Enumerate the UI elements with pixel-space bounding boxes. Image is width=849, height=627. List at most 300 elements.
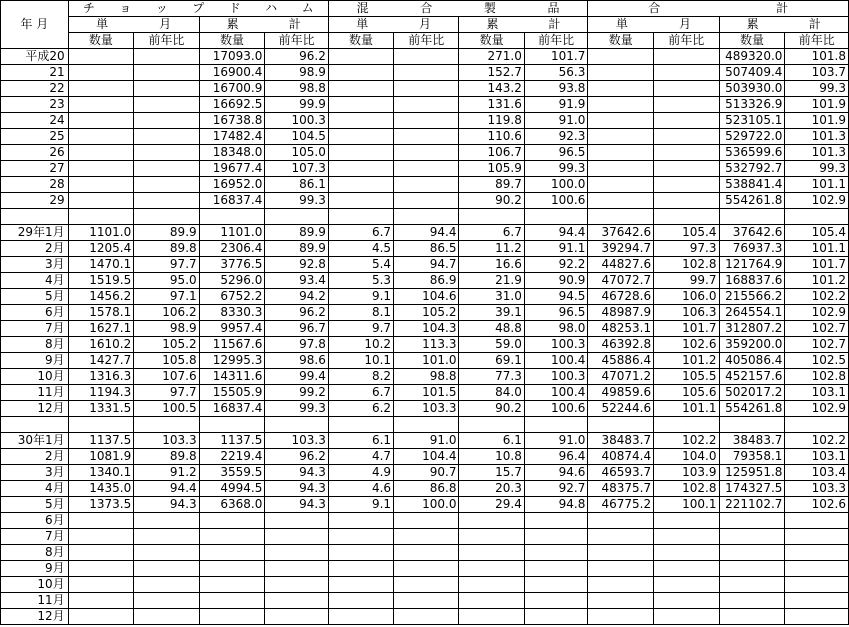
table-cell: 100.0 (524, 177, 587, 193)
table-cell: 84.0 (459, 385, 524, 401)
header-char: 単 (96, 17, 109, 31)
table-cell: 48.8 (459, 321, 524, 337)
table-cell: 106.3 (654, 305, 719, 321)
table-cell: 98.8 (265, 81, 328, 97)
table-cell (524, 545, 587, 561)
table-cell (134, 209, 199, 225)
row-label: 12月 (1, 609, 69, 625)
table-cell: 100.3 (524, 337, 587, 353)
table-cell: 100.4 (524, 353, 587, 369)
table-cell: 4.7 (328, 449, 393, 465)
header-char: 合 (648, 1, 661, 15)
table-cell: 100.3 (524, 369, 587, 385)
table-cell: 131.6 (459, 97, 524, 113)
row-label: 3月 (1, 465, 69, 481)
table-cell: 38483.7 (588, 433, 654, 449)
table-cell: 101.9 (785, 97, 849, 113)
table-cell: 1081.9 (68, 449, 134, 465)
table-cell (328, 529, 393, 545)
table-cell (68, 513, 134, 529)
table-cell (199, 561, 265, 577)
quantity-header: 数量 (588, 33, 654, 49)
table-row (1, 577, 849, 593)
table-cell: 1340.1 (68, 465, 134, 481)
table-cell (394, 129, 459, 145)
table-cell (134, 609, 199, 625)
table-cell: 47072.7 (588, 273, 654, 289)
table-cell (524, 593, 587, 609)
table-cell: 532792.7 (719, 161, 785, 177)
table-row (1, 129, 849, 145)
table-cell (394, 609, 459, 625)
table-cell: 174327.5 (719, 481, 785, 497)
table-cell (459, 609, 524, 625)
table-cell (654, 81, 719, 97)
table-cell (134, 145, 199, 161)
table-cell: 11567.6 (199, 337, 265, 353)
table-cell (654, 577, 719, 593)
table-cell (134, 113, 199, 129)
table-cell: 1610.2 (68, 337, 134, 353)
table-cell: 271.0 (459, 49, 524, 65)
quantity-header: 数量 (719, 33, 785, 49)
table-cell (654, 513, 719, 529)
table-cell: 17482.4 (199, 129, 265, 145)
table-cell (785, 561, 849, 577)
header-spread-text (331, 17, 457, 32)
table-cell: 1427.7 (68, 353, 134, 369)
table-cell (524, 209, 587, 225)
table-cell (524, 417, 587, 433)
table-cell (199, 529, 265, 545)
header-spread-text (461, 17, 585, 32)
table-cell (654, 561, 719, 577)
table-cell: 99.7 (654, 273, 719, 289)
table-cell: 221102.7 (719, 497, 785, 513)
table-cell: 8.2 (328, 369, 393, 385)
table-cell (654, 593, 719, 609)
table-cell: 15505.9 (199, 385, 265, 401)
table-cell: 106.2 (134, 305, 199, 321)
table-cell (588, 561, 654, 577)
table-cell: 46728.6 (588, 289, 654, 305)
table-cell: 125951.8 (719, 465, 785, 481)
table-cell: 94.3 (134, 497, 199, 513)
table-cell: 77.3 (459, 369, 524, 385)
table-cell: 38483.7 (719, 433, 785, 449)
table-cell: 99.3 (785, 81, 849, 97)
table-cell (588, 529, 654, 545)
table-cell: 103.3 (394, 401, 459, 417)
row-label: 11月 (1, 385, 69, 401)
row-label: 2月 (1, 449, 69, 465)
table-cell: 105.4 (785, 225, 849, 241)
table-cell: 1456.2 (68, 289, 134, 305)
table-row (1, 273, 849, 289)
table-cell (328, 49, 393, 65)
table-row (1, 177, 849, 193)
table-cell (719, 577, 785, 593)
table-cell: 215566.2 (719, 289, 785, 305)
table-row (1, 369, 849, 385)
table-cell (654, 417, 719, 433)
header-spread-text (71, 1, 326, 16)
table-row (1, 337, 849, 353)
table-cell: 44827.6 (588, 257, 654, 273)
table-cell: 96.5 (524, 145, 587, 161)
header-spread-text (202, 17, 326, 32)
table-cell (265, 577, 328, 593)
table-cell: 107.3 (265, 161, 328, 177)
table-cell: 52244.6 (588, 401, 654, 417)
table-cell (588, 145, 654, 161)
row-label: 29年1月 (1, 225, 69, 241)
table-cell (394, 193, 459, 209)
table-cell: 105.4 (654, 225, 719, 241)
table-cell (134, 529, 199, 545)
table-cell (654, 145, 719, 161)
table-cell (459, 593, 524, 609)
table-cell (68, 545, 134, 561)
table-cell (68, 577, 134, 593)
table-cell: 86.5 (394, 241, 459, 257)
table-cell: 8330.3 (199, 305, 265, 321)
table-cell: 101.3 (785, 145, 849, 161)
table-cell: 102.6 (654, 337, 719, 353)
table-cell: 538841.4 (719, 177, 785, 193)
table-cell (328, 97, 393, 113)
table-cell: 90.7 (394, 465, 459, 481)
table-cell: 452157.6 (719, 369, 785, 385)
table-row (1, 241, 849, 257)
row-label: 11月 (1, 593, 69, 609)
table-cell: 39.1 (459, 305, 524, 321)
table-cell: 5.4 (328, 257, 393, 273)
row-label: 4月 (1, 481, 69, 497)
table-cell (134, 81, 199, 97)
row-label (1, 209, 69, 225)
table-cell (785, 513, 849, 529)
table-cell: 56.3 (524, 65, 587, 81)
table-cell (68, 129, 134, 145)
row-label (1, 417, 69, 433)
table-cell: 16700.9 (199, 81, 265, 97)
table-cell: 89.8 (134, 241, 199, 257)
table-row (1, 401, 849, 417)
table-cell: 105.2 (134, 337, 199, 353)
table-cell: 1101.0 (68, 225, 134, 241)
table-cell (328, 161, 393, 177)
table-cell (588, 193, 654, 209)
table-row (1, 513, 849, 529)
table-cell: 76937.3 (719, 241, 785, 257)
table-cell: 16952.0 (199, 177, 265, 193)
row-label: 2月 (1, 241, 69, 257)
table-cell: 4.6 (328, 481, 393, 497)
yoy-ratio-header: 前年比 (654, 33, 719, 49)
row-label: 8月 (1, 337, 69, 353)
table-cell: 94.4 (394, 225, 459, 241)
table-cell: 99.3 (785, 161, 849, 177)
table-cell (654, 65, 719, 81)
header-char: 計 (808, 17, 821, 31)
yoy-ratio-header: 前年比 (524, 33, 587, 49)
table-cell (328, 417, 393, 433)
table-cell: 1627.1 (68, 321, 134, 337)
group-title-header (588, 1, 849, 17)
table-cell (588, 545, 654, 561)
table-cell (588, 209, 654, 225)
table-cell (134, 177, 199, 193)
table-cell (785, 609, 849, 625)
table-row (1, 497, 849, 513)
table-cell: 3776.5 (199, 257, 265, 273)
table-cell (588, 417, 654, 433)
table-cell (588, 49, 654, 65)
table-cell: 96.5 (524, 305, 587, 321)
table-cell: 101.1 (785, 177, 849, 193)
table-cell (588, 593, 654, 609)
table-cell: 96.2 (265, 305, 328, 321)
table-row (1, 257, 849, 273)
table-cell (68, 49, 134, 65)
table-cell: 103.7 (785, 65, 849, 81)
table-cell: 6.1 (459, 433, 524, 449)
table-row (1, 465, 849, 481)
table-cell: 47071.2 (588, 369, 654, 385)
table-cell (654, 529, 719, 545)
header-char: プ (192, 1, 205, 15)
table-cell (459, 513, 524, 529)
table-cell (134, 193, 199, 209)
table-cell (68, 65, 134, 81)
table-cell (719, 417, 785, 433)
table-row (1, 449, 849, 465)
table-cell: 91.2 (134, 465, 199, 481)
table-row (1, 433, 849, 449)
table-cell: 101.5 (394, 385, 459, 401)
table-cell: 99.3 (265, 401, 328, 417)
table-cell (719, 529, 785, 545)
table-cell: 99.4 (265, 369, 328, 385)
table-cell: 100.3 (265, 113, 328, 129)
table-cell (134, 577, 199, 593)
table-cell (785, 209, 849, 225)
header-char: 計 (288, 17, 301, 31)
table-cell: 9957.4 (199, 321, 265, 337)
table-cell: 359200.0 (719, 337, 785, 353)
table-cell (394, 561, 459, 577)
table-cell: 46775.2 (588, 497, 654, 513)
table-cell: 37642.6 (719, 225, 785, 241)
header-char: 単 (356, 17, 369, 31)
table-cell (459, 417, 524, 433)
table-cell: 98.9 (134, 321, 199, 337)
table-cell: 16738.8 (199, 113, 265, 129)
row-label: 3月 (1, 257, 69, 273)
table-cell (68, 145, 134, 161)
table-cell (785, 529, 849, 545)
table-cell: 45886.4 (588, 353, 654, 369)
table-cell (265, 593, 328, 609)
table-cell: 105.8 (134, 353, 199, 369)
table-cell: 102.7 (785, 321, 849, 337)
table-cell: 101.1 (654, 401, 719, 417)
yoy-ratio-header: 前年比 (785, 33, 849, 49)
table-cell: 98.9 (265, 65, 328, 81)
table-cell: 1470.1 (68, 257, 134, 273)
row-label: 30年1月 (1, 433, 69, 449)
table-cell: 103.3 (785, 481, 849, 497)
table-row (1, 97, 849, 113)
table-cell: 1137.5 (68, 433, 134, 449)
table-cell: 79358.1 (719, 449, 785, 465)
table-cell: 143.2 (459, 81, 524, 97)
table-cell: 5296.0 (199, 273, 265, 289)
table-cell: 1435.0 (68, 481, 134, 497)
table-cell: 503930.0 (719, 81, 785, 97)
table-cell (654, 129, 719, 145)
table-cell: 100.5 (134, 401, 199, 417)
monthly-header (588, 17, 719, 33)
table-cell: 105.6 (654, 385, 719, 401)
table-cell: 554261.8 (719, 401, 785, 417)
table-cell (588, 609, 654, 625)
yoy-ratio-header: 前年比 (265, 33, 328, 49)
table-cell: 105.9 (459, 161, 524, 177)
header-spread-text (331, 1, 586, 16)
table-cell: 90.2 (459, 401, 524, 417)
cumulative-header (719, 17, 849, 33)
table-cell (654, 161, 719, 177)
table-cell: 105.2 (394, 305, 459, 321)
row-label: 4月 (1, 273, 69, 289)
table-cell: 103.3 (265, 433, 328, 449)
table-cell (719, 609, 785, 625)
table-cell (394, 577, 459, 593)
row-label: 10月 (1, 577, 69, 593)
table-cell (394, 593, 459, 609)
header-spread-text (71, 17, 197, 32)
table-cell (199, 513, 265, 529)
table-cell: 90.9 (524, 273, 587, 289)
header-char: 計 (548, 17, 561, 31)
table-cell (524, 561, 587, 577)
table-cell: 523105.1 (719, 113, 785, 129)
table-cell: 94.3 (265, 481, 328, 497)
table-cell: 105.0 (265, 145, 328, 161)
table-cell: 104.0 (654, 449, 719, 465)
table-cell: 107.6 (134, 369, 199, 385)
table-cell (328, 593, 393, 609)
table-cell: 15.7 (459, 465, 524, 481)
row-label: 6月 (1, 305, 69, 321)
table-cell (68, 561, 134, 577)
table-cell: 89.7 (459, 177, 524, 193)
table-cell: 1316.3 (68, 369, 134, 385)
table-cell: 104.5 (265, 129, 328, 145)
table-cell: 101.7 (785, 257, 849, 273)
table-cell (654, 609, 719, 625)
table-cell: 4.9 (328, 465, 393, 481)
header-char: 合 (420, 1, 433, 15)
table-cell: 1578.1 (68, 305, 134, 321)
table-cell: 92.3 (524, 129, 587, 145)
table-cell: 37642.6 (588, 225, 654, 241)
table-cell: 405086.4 (719, 353, 785, 369)
table-cell: 1519.5 (68, 273, 134, 289)
table-cell: 1373.5 (68, 497, 134, 513)
table-row (1, 385, 849, 401)
table-cell: 101.0 (394, 353, 459, 369)
header-char: ド (228, 1, 241, 15)
table-cell (265, 545, 328, 561)
table-cell: 91.0 (394, 433, 459, 449)
table-cell: 121764.9 (719, 257, 785, 273)
table-cell: 91.0 (524, 433, 587, 449)
table-cell: 1194.3 (68, 385, 134, 401)
table-body (1, 49, 849, 625)
table-cell: 92.8 (265, 257, 328, 273)
table-cell (588, 113, 654, 129)
table-row (1, 65, 849, 81)
table-cell (459, 561, 524, 577)
table-cell (134, 545, 199, 561)
table-cell: 17093.0 (199, 49, 265, 65)
row-label: 7月 (1, 529, 69, 545)
row-label: 9月 (1, 561, 69, 577)
row-label: 28 (1, 177, 69, 193)
table-row (1, 81, 849, 97)
table-cell: 101.7 (524, 49, 587, 65)
table-cell: 96.4 (524, 449, 587, 465)
table-cell: 97.1 (134, 289, 199, 305)
header-char: 月 (678, 17, 691, 31)
table-cell (68, 193, 134, 209)
table-cell (134, 161, 199, 177)
row-label: 10月 (1, 369, 69, 385)
table-cell: 18348.0 (199, 145, 265, 161)
table-row (1, 145, 849, 161)
table-cell: 6.7 (459, 225, 524, 241)
table-cell (328, 193, 393, 209)
table-cell: 100.0 (394, 497, 459, 513)
table-row (1, 417, 849, 433)
quantity-header: 数量 (199, 33, 265, 49)
table-cell: 102.5 (785, 353, 849, 369)
table-cell: 102.2 (654, 433, 719, 449)
header-char: 月 (159, 17, 172, 31)
row-label: 8月 (1, 545, 69, 561)
table-cell: 101.1 (785, 241, 849, 257)
table-row (1, 481, 849, 497)
header-char: 単 (615, 17, 628, 31)
table-cell: 12995.3 (199, 353, 265, 369)
table-cell: 59.0 (459, 337, 524, 353)
table-cell: 104.3 (394, 321, 459, 337)
table-cell: 19677.4 (199, 161, 265, 177)
table-cell: 102.9 (785, 305, 849, 321)
table-cell: 39294.7 (588, 241, 654, 257)
row-label: 22 (1, 81, 69, 97)
table-cell (328, 513, 393, 529)
table-cell: 4994.5 (199, 481, 265, 497)
table-cell: 152.7 (459, 65, 524, 81)
table-cell (588, 513, 654, 529)
table-cell: 507409.4 (719, 65, 785, 81)
table-cell: 97.7 (134, 257, 199, 273)
table-cell: 16.6 (459, 257, 524, 273)
